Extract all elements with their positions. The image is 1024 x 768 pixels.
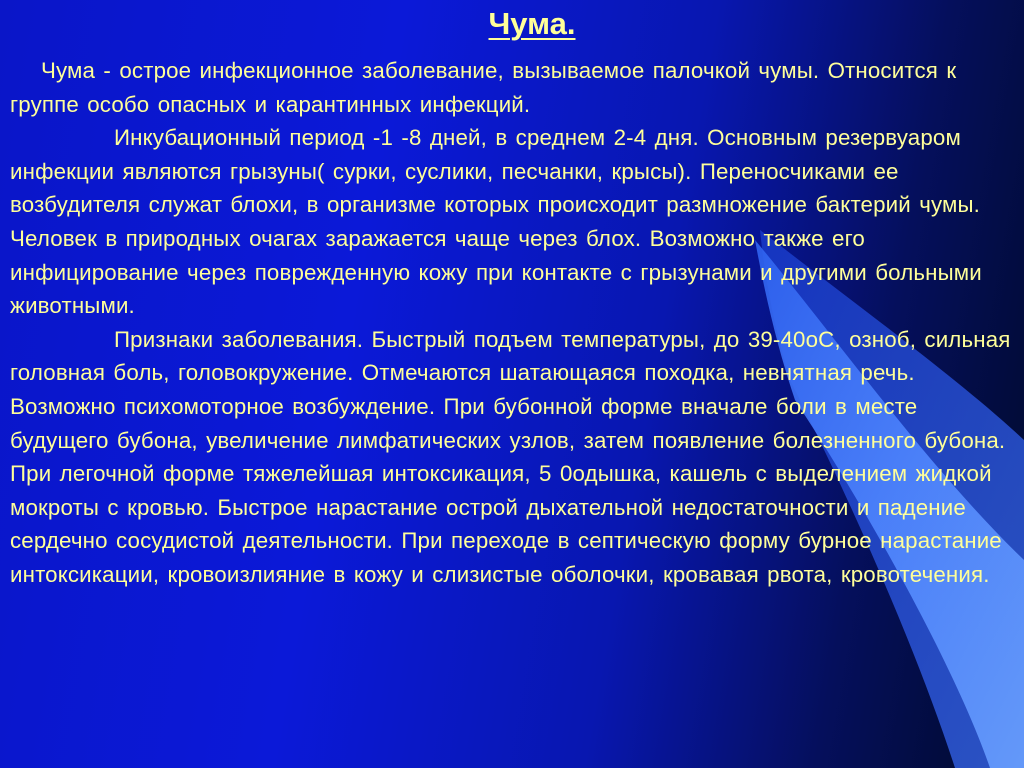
paragraph-definition: Чума - острое инфекционное заболевание, вызываемое палочкой чумы. Относится к группе особо опасных и карантинных инфекций. [10,58,957,117]
slide-body [10,54,1014,592]
paragraph-symptoms: Признаки заболевания. Быстрый подъем температуры, до 39-40оС, озноб, сильная головная боль, головокружение. Отмечаются шатающаяся походка, невнятная речь. Возможно психомоторное возбуждение. При бубонной форме вначале боли в месте будущего бубона, увеличение лимфатических узлов, затем появление болезненного бубона. При легочной форме тяжелейшая интоксикация, 5 0одышка, кашель с выделением жидкой мокроты с кровью. Быстрое нарастание острой дыхательной недостаточности и падение сердечно сосудистой деятельности. При переходе в септическую форму бурное нарастание интоксикации, кровоизлияние в кожу и слизистые оболочки, кровавая рвота, кровотечения. [10,326,1011,587]
paragraph-incubation: Инкубационный период -1 -8 дней, в среднем 2-4 дня. Основным резервуаром инфекции являются грызуны( сурки, суслики, песчанки, крысы). Переносчиками ее возбудителя служат блохи, в организме которых происходит размножение бактерий чумы. Человек в природных очагах заражается чаще через блох. Возможно также его инфицирование через поврежденную кожу при контакте с грызунами и другими больными животными. [10,125,982,319]
slide-title: Чума. [488,6,576,41]
